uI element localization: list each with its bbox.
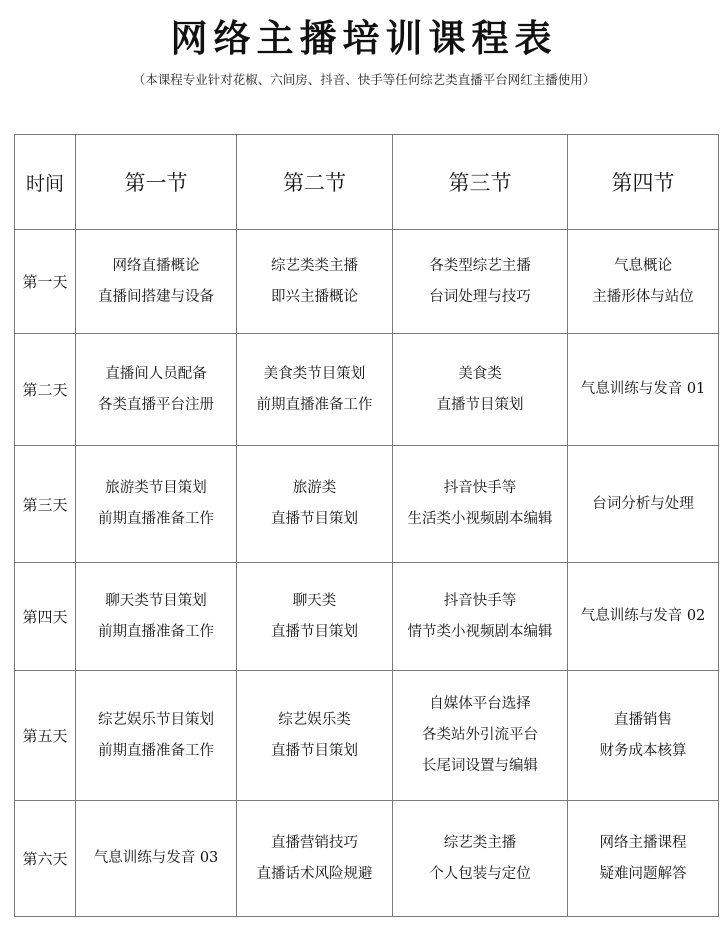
header-time: 时间 (15, 135, 76, 230)
table-row (15, 563, 719, 671)
table-cell (76, 801, 237, 917)
course-topic: 台词分析与处理 (592, 495, 694, 512)
table-row (15, 334, 719, 446)
header-session-2: 第二节 (237, 135, 393, 230)
course-schedule-table (14, 134, 719, 917)
header-session-3: 第三节 (393, 135, 568, 230)
table-row (15, 446, 719, 563)
table-row (15, 230, 719, 334)
course-topic: 生活类小视频剧本编辑 (407, 511, 553, 527)
course-topic: 财务成本核算 (599, 742, 687, 759)
day-label: 第三天 (15, 446, 76, 563)
table-cell (568, 563, 719, 671)
course-topic: 主播形体与站位 (592, 288, 694, 305)
day-label: 第六天 (15, 801, 76, 917)
day-label: 第五天 (15, 671, 76, 801)
course-topic: 综艺类类主播 (271, 257, 358, 274)
course-topic: 旅游类 (292, 480, 337, 496)
header-session-4: 第四节 (568, 135, 719, 230)
course-topic: 直播节目策划 (436, 396, 524, 413)
course-topic: 直播营销技巧 (271, 834, 358, 851)
table-cell (393, 671, 568, 801)
day-label: 第一天 (15, 230, 76, 334)
course-topic: 美食类节目策划 (263, 365, 366, 382)
page-title: 网络主播培训课程表 (170, 17, 558, 60)
course-topic: 即兴主播概论 (271, 288, 358, 305)
course-topic: 综艺类主播 (443, 834, 517, 851)
table-cell (76, 334, 237, 446)
course-topic: 综艺娱乐节目策划 (98, 711, 214, 728)
day-label: 第四天 (15, 563, 76, 671)
course-topic: 聊天类 (292, 592, 337, 609)
course-topic: 前期直播准备工作 (256, 396, 373, 413)
course-topic: 直播话术风险规避 (256, 865, 373, 882)
table-cell (568, 671, 719, 801)
table-cell (568, 230, 719, 334)
table-cell (393, 801, 568, 917)
header-session-1: 第一节 (76, 135, 237, 230)
course-topic: 综艺娱乐类 (278, 711, 351, 728)
course-topic: 抖音快手等 (443, 592, 517, 609)
schedule-body (15, 230, 719, 917)
table-cell (237, 230, 393, 334)
course-topic: 直播间搭建与设备 (98, 288, 214, 305)
table-cell (393, 334, 568, 446)
course-topic: 气息训练与发音 02 (580, 608, 706, 624)
page-subtitle: （本课程专业针对花椒、六间房、抖音、快手等任何综艺类直播平台网红主播使用） (132, 72, 596, 87)
course-topic: 气息训练与发音 03 (93, 850, 219, 866)
header-row (15, 135, 719, 230)
course-topic: 前期直播准备工作 (98, 511, 214, 527)
course-topic: 长尾词设置与编辑 (422, 758, 538, 774)
table-row (15, 801, 719, 917)
course-topic: 直播销售 (614, 711, 672, 728)
table-cell (568, 334, 719, 446)
table-cell (237, 446, 393, 563)
course-topic: 聊天类节目策划 (105, 592, 207, 609)
table-cell (393, 446, 568, 563)
course-topic: 前期直播准备工作 (98, 623, 214, 640)
course-topic: 直播节目策划 (271, 623, 358, 640)
table-cell (568, 446, 719, 563)
table-cell (568, 801, 719, 917)
table-cell (393, 563, 568, 671)
course-topic: 抖音快手等 (443, 480, 517, 496)
course-topic: 疑难问题解答 (599, 865, 687, 882)
course-topic: 各类型综艺主播 (429, 257, 531, 274)
course-topic: 直播间人员配备 (105, 365, 207, 382)
course-topic: 各类直播平台注册 (98, 396, 214, 413)
table-cell (76, 563, 237, 671)
table-cell (76, 671, 237, 801)
table-cell (237, 334, 393, 446)
course-topic: 自媒体平台选择 (429, 696, 531, 712)
table-cell (76, 230, 237, 334)
course-topic: 台词处理与技巧 (429, 288, 531, 305)
table-row (15, 671, 719, 801)
course-topic: 网络直播概论 (112, 257, 200, 274)
course-topic: 美食类 (458, 365, 502, 382)
course-topic: 直播节目策划 (271, 742, 358, 759)
day-label: 第二天 (15, 334, 76, 446)
course-topic: 旅游类节目策划 (105, 480, 207, 496)
table-cell (76, 446, 237, 563)
course-topic: 气息训练与发音 01 (580, 381, 706, 397)
course-topic: 直播节目策划 (271, 511, 358, 527)
table-cell (237, 671, 393, 801)
table-cell (237, 801, 393, 917)
course-topic: 前期直播准备工作 (98, 742, 214, 759)
table-cell (237, 563, 393, 671)
course-topic: 个人包装与定位 (429, 865, 531, 882)
course-topic: 网络主播课程 (599, 834, 687, 851)
course-topic: 各类站外引流平台 (422, 727, 538, 743)
course-topic: 情节类小视频剧本编辑 (407, 623, 553, 640)
table-cell (393, 230, 568, 334)
course-topic: 气息概论 (614, 257, 672, 274)
